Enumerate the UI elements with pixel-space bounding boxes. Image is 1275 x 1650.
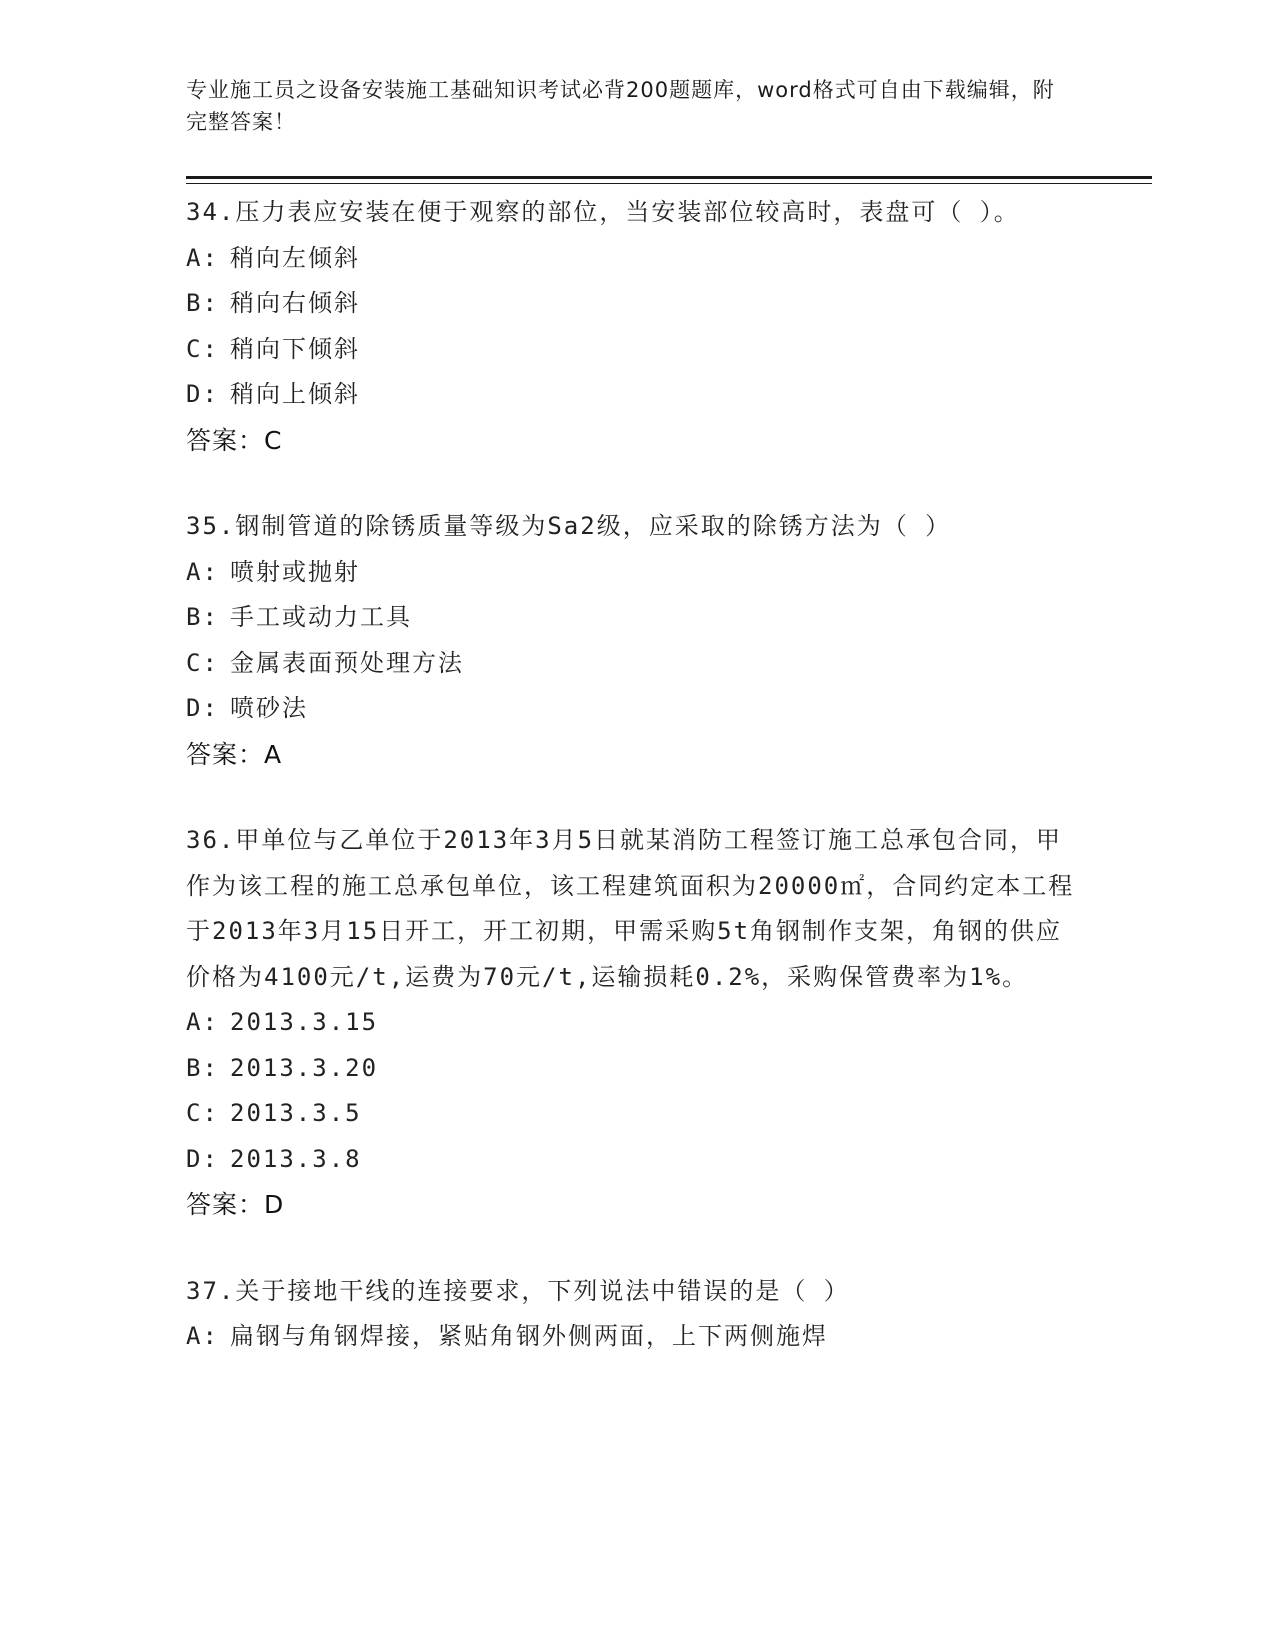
option-key: A: — [186, 1008, 219, 1036]
option-key: A: — [186, 557, 219, 586]
option-text: 稍向左倾斜 — [230, 243, 360, 272]
option-key: C: — [186, 1099, 219, 1127]
answer-line: 答案：A — [186, 739, 283, 769]
question-text: 34.压力表应安装在便于观察的部位，当安装部位较高时，表盘可（ ）。 — [186, 198, 1020, 226]
answer-line: 答案：C — [186, 425, 283, 455]
question-text: 35.钢制管道的除锈质量等级为Sa2级，应采取的除锈方法为（ ） — [186, 512, 952, 540]
option-d — [186, 372, 1086, 418]
option-b — [186, 1046, 1086, 1092]
question-36 — [186, 818, 1086, 1228]
option-key: D: — [186, 380, 219, 408]
option-c — [186, 1091, 1086, 1137]
header-divider-thick — [186, 176, 1152, 179]
option-key: B: — [186, 289, 219, 317]
option-a — [186, 236, 1086, 282]
option-text: 金属表面预处理方法 — [230, 648, 464, 677]
option-d — [186, 1137, 1086, 1183]
option-b — [186, 595, 1086, 641]
option-d — [186, 686, 1086, 732]
question-list — [186, 190, 1086, 1401]
option-a — [186, 550, 1086, 596]
option-a — [186, 1000, 1086, 1046]
option-text: 喷砂法 — [230, 694, 308, 722]
option-key: D: — [186, 694, 219, 722]
option-text: 扁钢与角钢焊接，紧贴角钢外侧两面，上下两侧施焊 — [230, 1322, 828, 1350]
answer-line: 答案：D — [186, 1190, 285, 1219]
option-c — [186, 641, 1086, 687]
option-text: 2013.3.8 — [230, 1144, 362, 1173]
question-text: 36.甲单位与乙单位于2013年3月5日就某消防工程签订施工总承包合同，甲作为该工程的施工总承包单位，该工程建筑面积为20000㎡，合同约定本工程于2013年3月15日开工，开工初期，甲需采购5t角钢制作支架，角钢的供应价格为4100元/t,运费为70元/t,运输损耗0.2%，采购保管费率为1%。 — [186, 826, 1075, 991]
option-key: A: — [186, 1322, 219, 1350]
question-37 — [186, 1269, 1086, 1360]
option-key: D: — [186, 1144, 219, 1173]
option-text: 喷射或抛射 — [230, 557, 360, 586]
option-text: 稍向上倾斜 — [230, 380, 360, 408]
option-text: 2013.3.20 — [230, 1053, 379, 1082]
option-key: C: — [186, 648, 219, 677]
option-key: A: — [186, 243, 219, 272]
option-b — [186, 281, 1086, 327]
option-key: C: — [186, 334, 219, 363]
question-text: 37.关于接地干线的连接要求，下列说法中错误的是（ ） — [186, 1276, 850, 1305]
option-text: 稍向右倾斜 — [230, 289, 360, 317]
option-text: 稍向下倾斜 — [230, 334, 360, 363]
header-divider-thin — [186, 183, 1152, 184]
option-text: 2013.3.15 — [230, 1008, 379, 1036]
option-c — [186, 327, 1086, 373]
option-a — [186, 1314, 1086, 1360]
option-key: B: — [186, 1053, 219, 1082]
question-34 — [186, 190, 1086, 463]
option-text: 手工或动力工具 — [230, 603, 412, 631]
option-text: 2013.3.5 — [230, 1099, 362, 1127]
question-35 — [186, 504, 1086, 777]
document-header: 专业施工员之设备安装施工基础知识考试必背200题题库，word格式可自由下载编辑，附完整答案！ — [186, 78, 1055, 134]
option-key: B: — [186, 603, 219, 631]
